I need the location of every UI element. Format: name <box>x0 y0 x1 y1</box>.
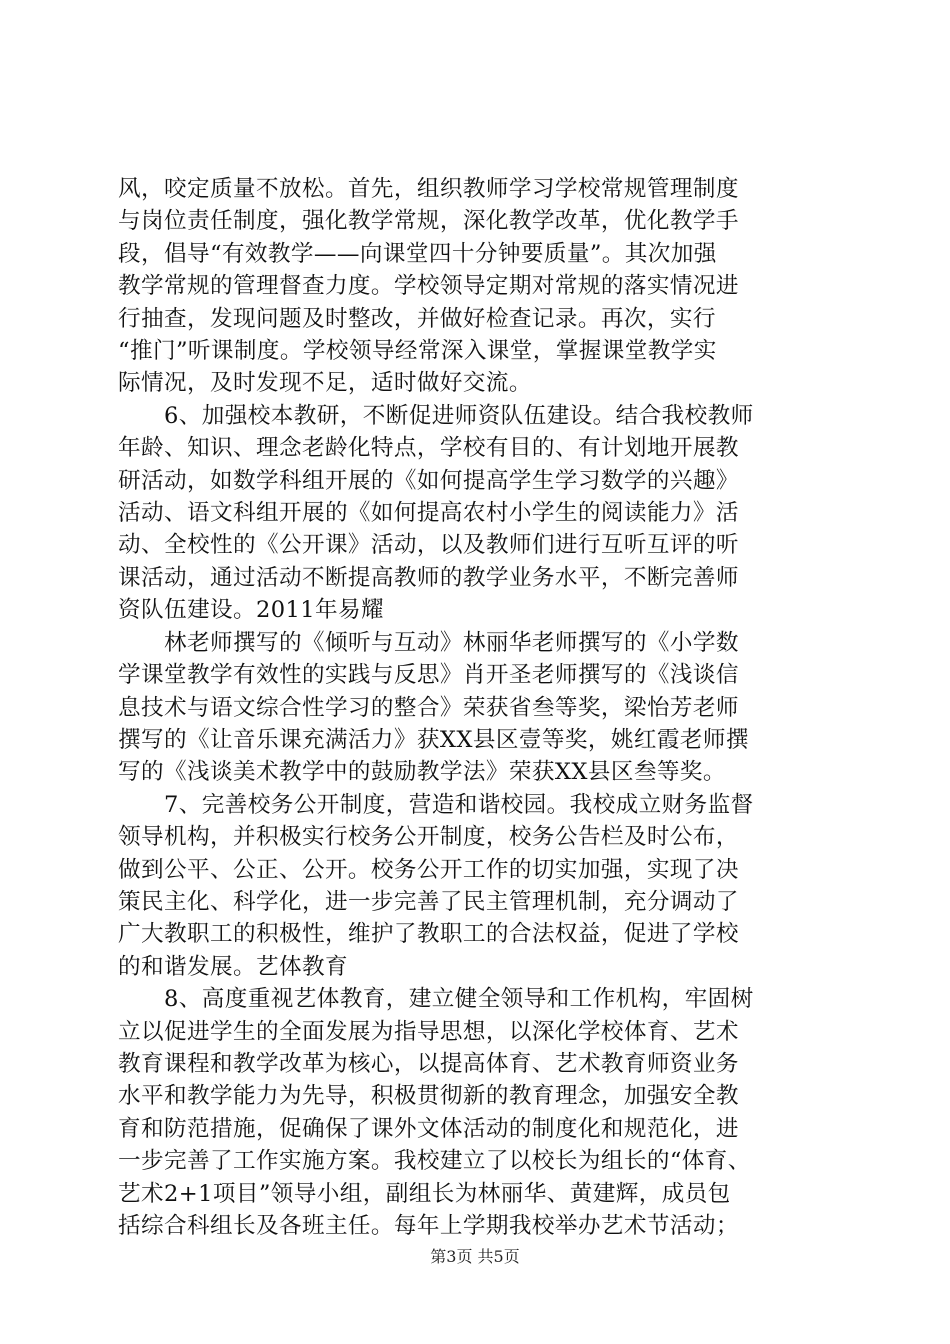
text-line: 立以促进学生的全面发展为指导思想，以深化学校体育、艺术 <box>118 1018 739 1045</box>
paragraph-item-7 <box>118 789 840 983</box>
text-line: 的和谐发展。艺体教育 <box>118 953 348 980</box>
text-line: 7、完善校务公开制度，营造和谐校园。我校成立财务监督 <box>164 791 754 818</box>
text-line: 林老师撰写的《倾听与互动》林丽华老师撰写的《小学数 <box>164 629 739 656</box>
text-line: 6、加强校本教研，不断促进师资队伍建设。结合我校教师 <box>164 402 754 429</box>
text-line: 8、高度重视艺体教育，建立健全领导和工作机构，牢固树 <box>164 986 754 1013</box>
text-line: 水平和教学能力为先导，积极贯彻新的教育理念，加强安全教 <box>118 1083 739 1110</box>
text-line: 风，咬定质量不放松。首先，组织教师学习学校常规管理制度 <box>118 176 739 202</box>
text-line: 育和防范措施，促确保了课外文体活动的制度化和规范化，进 <box>118 1115 739 1142</box>
text-line: 策民主化、科学化，进一步完善了民主管理机制，充分调动了 <box>118 888 739 915</box>
text-line: 教育课程和教学改革为核心，以提高体育、艺术教育师资业务 <box>118 1050 739 1077</box>
text-line: 动、全校性的《公开课》活动，以及教师们进行互听互评的听 <box>118 532 739 559</box>
text-line: 学课堂教学有效性的实践与反思》肖开圣老师撰写的《浅谈信 <box>118 662 739 689</box>
text-line: 撰写的《让音乐课充满活力》获XX县区壹等奖，姚红霞老师撰 <box>118 726 749 753</box>
text-line: 课活动，通过活动不断提高教师的教学业务水平，不断完善师 <box>118 564 739 591</box>
text-line: 段，倡导“有效教学——向课堂四十分钟要质量”。其次加强 <box>118 240 717 267</box>
text-line: 做到公平、公正、公开。校务公开工作的切实加强，实现了决 <box>118 856 739 883</box>
paragraph-item-6 <box>118 400 840 627</box>
paragraph-item-8 <box>118 983 840 1242</box>
page-number-footer: 第3页 共5页 <box>430 1247 520 1266</box>
text-line: 研活动，如数学科组开展的《如何提高学生学习数学的兴趣》 <box>118 467 739 494</box>
text-line: 行抽查，发现问题及时整改，并做好检查记录。再次，实行 <box>118 305 716 332</box>
text-line: 艺术2+1项目”领导小组，副组长为林丽华、黄建辉，成员包 <box>118 1180 731 1207</box>
text-line: 年龄、知识、理念老龄化特点，学校有目的、有计划地开展教 <box>118 435 739 462</box>
text-line: 括综合科组长及各班主任。每年上学期我校举办艺术节活动； <box>118 1213 739 1239</box>
text-line: 际情况，及时发现不足，适时做好交流。 <box>118 370 532 397</box>
text-line: “推门”听课制度。学校领导经常深入课堂，掌握课堂教学实 <box>118 338 717 365</box>
document-body <box>118 173 840 1242</box>
text-line: 与岗位责任制度，强化教学常规，深化教学改革，优化教学手 <box>118 208 739 235</box>
text-line: 一步完善了工作实施方案。我校建立了以校长为组长的“体育、 <box>118 1148 751 1175</box>
text-line: 领导机构，并积极实行校务公开制度，校务公告栏及时公布， <box>118 824 739 851</box>
paragraph-awards <box>118 627 840 789</box>
text-line: 写的《浅谈美术教学中的鼓励教学法》荣获XX县区叁等奖。 <box>118 759 726 786</box>
text-line: 资队伍建设。2011年易耀 <box>118 597 385 624</box>
paragraph-continuation <box>118 173 840 400</box>
text-line: 广大教职工的积极性，维护了教职工的合法权益，促进了学校 <box>118 921 739 948</box>
text-line: 活动、语文科组开展的《如何提高农村小学生的阅读能力》活 <box>118 500 739 527</box>
text-line: 息技术与语文综合性学习的整合》荣获省叁等奖，梁怡芳老师 <box>118 694 739 721</box>
text-line: 教学常规的管理督查力度。学校领导定期对常规的落实情况进 <box>118 273 739 300</box>
